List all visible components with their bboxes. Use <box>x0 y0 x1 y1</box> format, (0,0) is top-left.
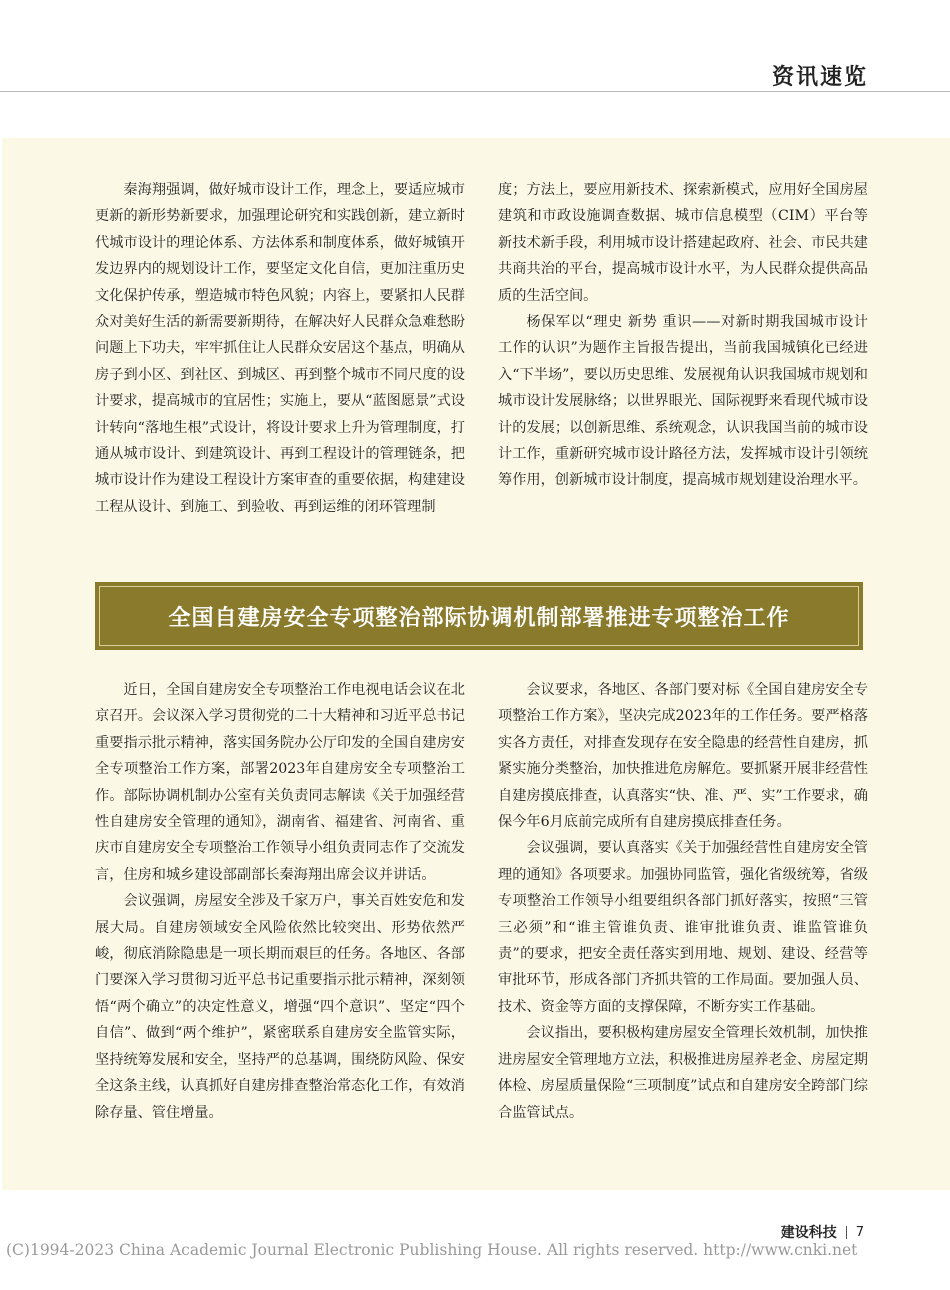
paragraph: 近日，全国自建房安全专项整治工作电视电话会议在北京召开。会议深入学习贯彻党的二十大精神和习近平总书记重要指示批示精神，落实国务院办公厅印发的全国自建房安全专项整治工作方案，部署2023年自建房安全专项整治工作。部际协调机制办公室有关负责同志解读《关于加强经营性自建房安全管理的通知》，湖南省、福建省、河南省、重庆市自建房安全专项整治工作领导小组负责同志作了交流发言，住房和城乡建设部副部长秦海翔出席会议并讲话。 <box>95 682 465 883</box>
article1-column-left <box>95 177 465 520</box>
article-headline-banner <box>95 582 863 650</box>
paragraph: 会议强调，要认真落实《关于加强经营性自建房安全管理的通知》各项要求。加强协同监管，强化省级统筹，省级专项整治工作领导小组要组织各部门抓好落实，按照“三管三必须”和“谁主管谁负责、谁审批谁负责、谁监管谁负责”的要求，把安全责任落实到用地、规划、建设、经营等审批环节，形成各部门齐抓共管的工作局面。要加强人员、技术、资金等方面的支撑保障，不断夯实工作基础。 <box>498 840 868 1015</box>
paragraph-continued: 度；方法上，要应用新技术、探索新模式，应用好全国房屋建筑和市政设施调查数据、城市信息模型（CIM）平台等新技术新手段，利用城市设计搭建起政府、社会、市民共建共商共治的平台，提高城市设计水平，为人民群众提供高品质的生活空间。 <box>498 182 868 304</box>
copyright-notice: (C)1994-2023 China Academic Journal Electronic Publishing House. All rights reserved. http://www.cnki.net <box>6 1241 858 1259</box>
header-divider <box>0 91 950 92</box>
paragraph: 秦海翔强调，做好城市设计工作，理念上，要适应城市更新的新形势新要求，加强理论研究和实践创新，建立新时代城市设计的理论体系、方法体系和制度体系，做好城镇开发边界内的规划设计工作，要坚定文化自信，更加注重历史文化保护传承，塑造城市特色风貌；内容上，要紧扣人民群众对美好生活的新需要新期待，在解决好人民群众急难愁盼问题上下功夫，牢牢抓住让人民群众安居这个基点，明确从房子到小区、到社区、到城区、再到整个城市不同尺度的设计要求，提高城市的宜居性；实施上，要从“蓝图愿景”式设计转向“落地生根”式设计，将设计要求上升为管理制度，打通从城市设计、到建筑设计、再到工程设计的管理链条，把城市设计作为建设工程设计方案审查的重要依据，构建建设工程从设计、到施工、到验收、再到运维的闭环管理制 <box>95 182 465 515</box>
paragraph: 杨保军以“理史 新势 重识——对新时期我国城市设计工作的认识”为题作主旨报告提出，当前我国城镇化已经进入“下半场”，要以历史思维、发展视角认识我国城市规划和城市设计发展脉络；以世界眼光、国际视野来看现代城市设计的发展；以创新思维、系统观念，认识我国当前的城市设计工作，重新研究城市设计路径方法，发挥城市设计引领统筹作用，创新城市设计制度，提高城市规划建设治理水平。 <box>498 314 868 489</box>
paragraph: 会议指出，要积极构建房屋安全管理长效机制，加快推进房屋安全管理地方立法，积极推进房屋养老金、房屋定期体检、房屋质量保险“三项制度”试点和自建房安全跨部门综合监管试点。 <box>498 1025 868 1121</box>
article2-column-left <box>95 677 465 1126</box>
article-headline: 全国自建房安全专项整治部际协调机制部署推进专项整治工作 <box>99 586 859 646</box>
magazine-name: 建设科技 <box>780 1225 837 1241</box>
page-number: 7 <box>855 1224 864 1240</box>
footer-separator <box>846 1226 847 1239</box>
article1-column-right <box>498 177 868 494</box>
section-title: 资讯速览 <box>771 65 868 90</box>
paragraph: 会议强调，房屋安全涉及千家万户，事关百姓安危和发展大局。自建房领域安全风险依然比较突出、形势依然严峻，彻底消除隐患是一项长期而艰巨的任务。各地区、各部门要深入学习贯彻习近平总书记重要指示批示精神，深刻领悟“两个确立”的决定性意义，增强“四个意识”、坚定“四个自信”、做到“两个维护”，紧密联系自建房安全监管实际，坚持统筹发展和安全，坚持严的总基调，围绕防风险、保安全这条主线，认真抓好自建房排查整治常态化工作，有效消除存量、管住增量。 <box>95 893 465 1121</box>
page-footer <box>781 1222 864 1242</box>
article2-column-right <box>498 677 868 1126</box>
paragraph: 会议要求，各地区、各部门要对标《全国自建房安全专项整治工作方案》，坚决完成2023年的工作任务。要严格落实各方责任，对排查发现存在安全隐患的经营性自建房，抓紧实施分类整治，加快推进危房解危。要抓紧开展非经营性自建房摸底排查，认真落实“快、准、严、实”工作要求，确保今年6月底前完成所有自建房摸底排查任务。 <box>498 682 868 831</box>
